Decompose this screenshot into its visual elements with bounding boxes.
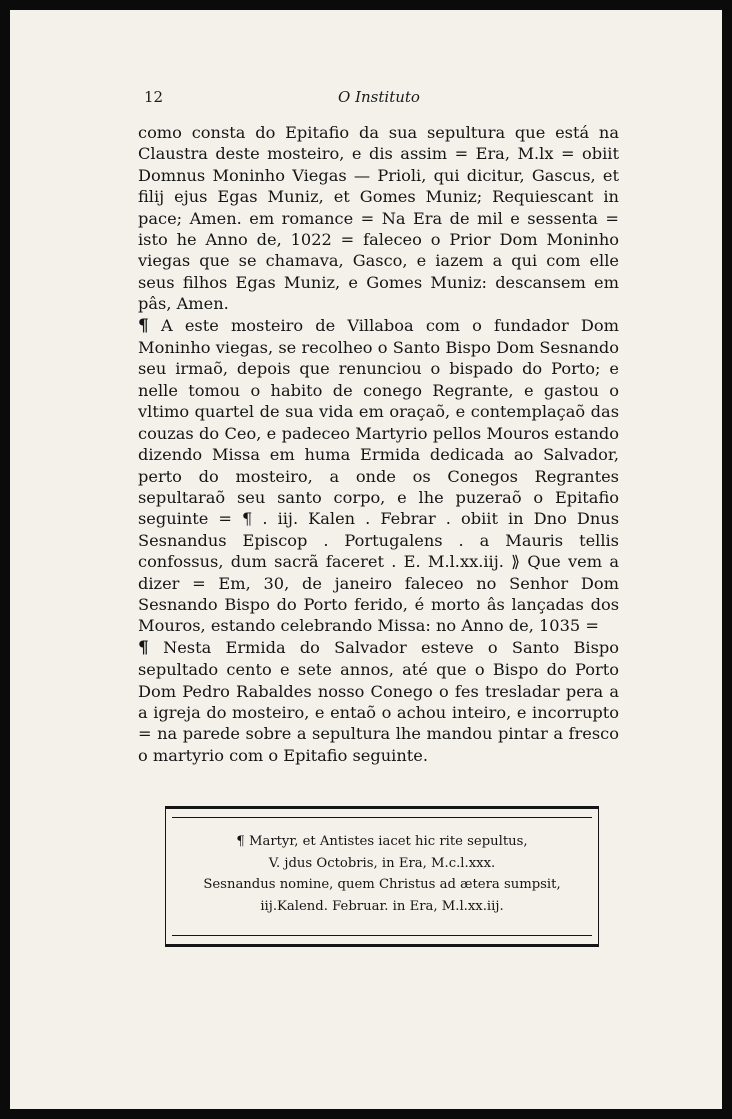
paragraph-1: como consta do Epitafio da sua sepultura que está na Claustra deste mosteiro, e dis assim = Era, M.lx = obiit Domnus Moninho Viegas — Prioli, qui dicitur, Gascus, et filij ejus Egas Muniz, et Gomes Muniz; Requiescant in pace; Amen. em romance = Na Era de mil e sessenta = isto he Anno de, 1022 = faleceo o Prior Dom Moninho viegas que se chamava, Gasco, e iazem a qui com elle seus filhos Egas Muniz, e Gomes Muniz: descansem em pâs, Amen. bbox=[138, 123, 619, 314]
epitaph-line-2: V. jdus Octobris, in Era, M.c.l.xxx. bbox=[268, 855, 496, 871]
epitaph-line-4: iij.Kalend. Februar. in Era, M.l.xx.iij. bbox=[260, 898, 504, 914]
paragraph-2-text: A este mosteiro de Villaboa com o fundador Dom Moninho viegas, se recolheo o Santo Bispo Dom Sesnando seu irmaõ, depois que renunciou o bispado do Porto; e nelle tomou o habito de conego Regrante, e gastou o vltimo quartel de sua vida em oraçaõ, e contemplaçaõ das couzas do Ceo, e padeceo Martyrio pellos Mouros estando dizendo Missa em huma Ermida dedicada ao Salvador, perto do mosteiro, a onde os Conegos Regrantes sepultaraõ seu santo corpo, e lhe puzeraõ o Epitafio seguinte = ¶ . iij. Kalen . Febrar . obiit in Dno Dnus Sesnandus Episcop . Portugalens . a Mauris tellis confossus, dum sacrã faceret . E. M.l.xx.iij. ⟫ Que vem a dizer = Em, 30, de janeiro faleceo no Senhor Dom Sesnando Bispo do Porto ferido, é morto âs lançadas dos Mouros, estando celebrando Missa: no Anno de, 1035 = bbox=[138, 315, 619, 636]
paragraph-3-text: Nesta Ermida do Salvador esteve o Santo Bispo sepultado cento e sete annos, até que o Bispo do Porto Dom Pedro Rabaldes nosso Conego o fes tresladar pera a a igreja do mosteiro, e entaõ o achou inteiro, e incorrupto = na parede sobre a sepultura lhe mandou pintar a fresco o martyrio com o Epitafio seguinte. bbox=[138, 637, 619, 765]
epitaph-line-3: Sesnandus nomine, quem Christus ad ætera sumpsit, bbox=[203, 877, 561, 892]
pilcrow-icon: ¶ bbox=[138, 315, 149, 336]
epitaph-text bbox=[166, 831, 598, 917]
pilcrow-icon: ¶ bbox=[138, 637, 149, 658]
epitaph-box bbox=[165, 806, 599, 947]
paragraph-3 bbox=[138, 637, 619, 766]
page-header bbox=[144, 88, 614, 112]
epitaph-line-1: ¶ Martyr, et Antistes iacet hic rite sepultus, bbox=[236, 834, 528, 849]
paragraph-2 bbox=[138, 315, 619, 637]
page-number: 12 bbox=[144, 88, 164, 106]
body-text bbox=[138, 122, 619, 766]
running-title: O Instituto bbox=[338, 88, 420, 106]
